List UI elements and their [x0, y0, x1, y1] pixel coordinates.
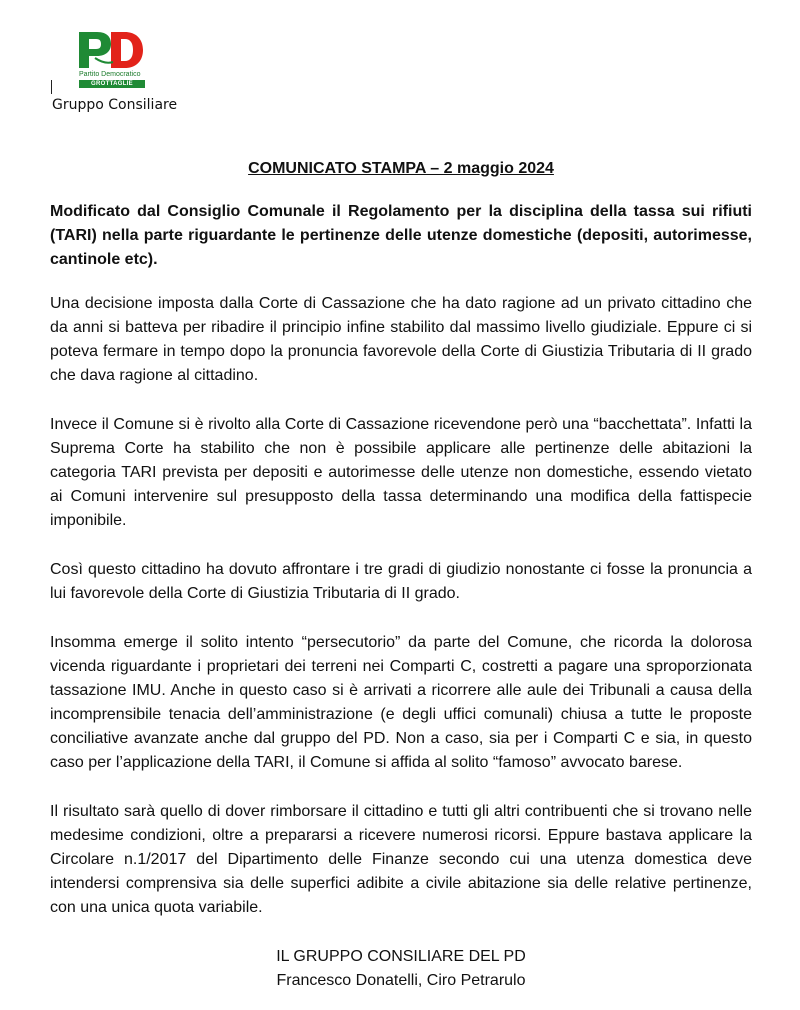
paragraph-4: Insomma emerge il solito intento “persecutorio” da parte del Comune, che ricorda la dolorosa vicenda riguardante i proprietari dei terreni nei Comparti C, costretti a pagare una sproporzionata tassazione IMU. Anche in questo caso si è arrivati a ricorrere alle aule dei Tribunali a causa della incomprensibile tenacia dell’amministrazione (e degli uffici comunali) chiusa a tutte le proposte conciliative avanzate anche dal gruppo del PD. Non a caso, sia per i Comparti C e sia, in questo caso per l’applicazione della TARI, il Comune si affida al solito “famoso” avvocato barese.	[50, 634, 752, 771]
signature-group: IL GRUPPO CONSILIARE DEL PD	[276, 948, 526, 965]
text-cursor	[51, 80, 52, 94]
paragraph-3: Così questo cittadino ha dovuto affrontare i tre gradi di giudizio nonostante ci fosse la pronuncia a lui favorevole della Corte di Giustizia Tributaria di II grado.	[50, 561, 752, 602]
paragraph-5: Il risultato sarà quello di dover rimborsare il cittadino e tutti gli altri contribuenti che si trovano nelle medesime condizioni, oltre a prepararsi a ricevere numerosi ricorsi. Eppure bastava applicare la Circolare n.1/2017 del Dipartimento delle Finanze secondo cui una utenza domestica deve intendersi comprensiva sia delle superfici adibite a civile abitazione sia delle relative pertinenze, con una unica quota variabile.	[50, 803, 752, 916]
paragraph-1: Una decisione imposta dalla Corte di Cassazione che ha dato ragione ad un privato cittadino che da anni si batteva per ribadire il principio infine stabilito dal massimo livello giudiziale. Eppure ci si poteva fermare in tempo dopo la pronuncia favorevole della Corte di Giustizia Tributaria di II grado che dava ragione al cittadino.	[50, 295, 752, 384]
signature-block	[50, 945, 752, 993]
logo-city-name: GROTTAGLIE	[79, 80, 145, 88]
press-release-body	[50, 160, 752, 993]
signature-names: Francesco Donatelli, Ciro Petrarulo	[276, 972, 526, 989]
paragraph-2: Invece il Comune si è rivolto alla Corte di Cassazione ricevendone però una “bacchettata”. Infatti la Suprema Corte ha stabilito che non è possibile applicare alle pertinenze delle abitazioni la categoria TARI prevista per depositi e autorimesse delle utenze non domestiche, essendo vietato ai Comuni intervenire sul presupposto della tassa determinando una modifica della fattispecie imponibile.	[50, 416, 752, 529]
group-label: Gruppo Consiliare	[52, 97, 178, 113]
pd-logo-icon	[75, 28, 145, 70]
press-release-heading: COMUNICATO STAMPA – 2 maggio 2024	[248, 160, 554, 177]
press-release-subtitle: Modificato dal Consiglio Comunale il Regolamento per la disciplina della tassa sui rifiuti (TARI) nella parte riguardante le pertinenze delle utenze domestiche (depositi, autorimesse, cantinole etc).	[50, 203, 752, 268]
party-logo	[75, 28, 145, 88]
logo-party-name: Partito Democratico	[79, 71, 141, 78]
